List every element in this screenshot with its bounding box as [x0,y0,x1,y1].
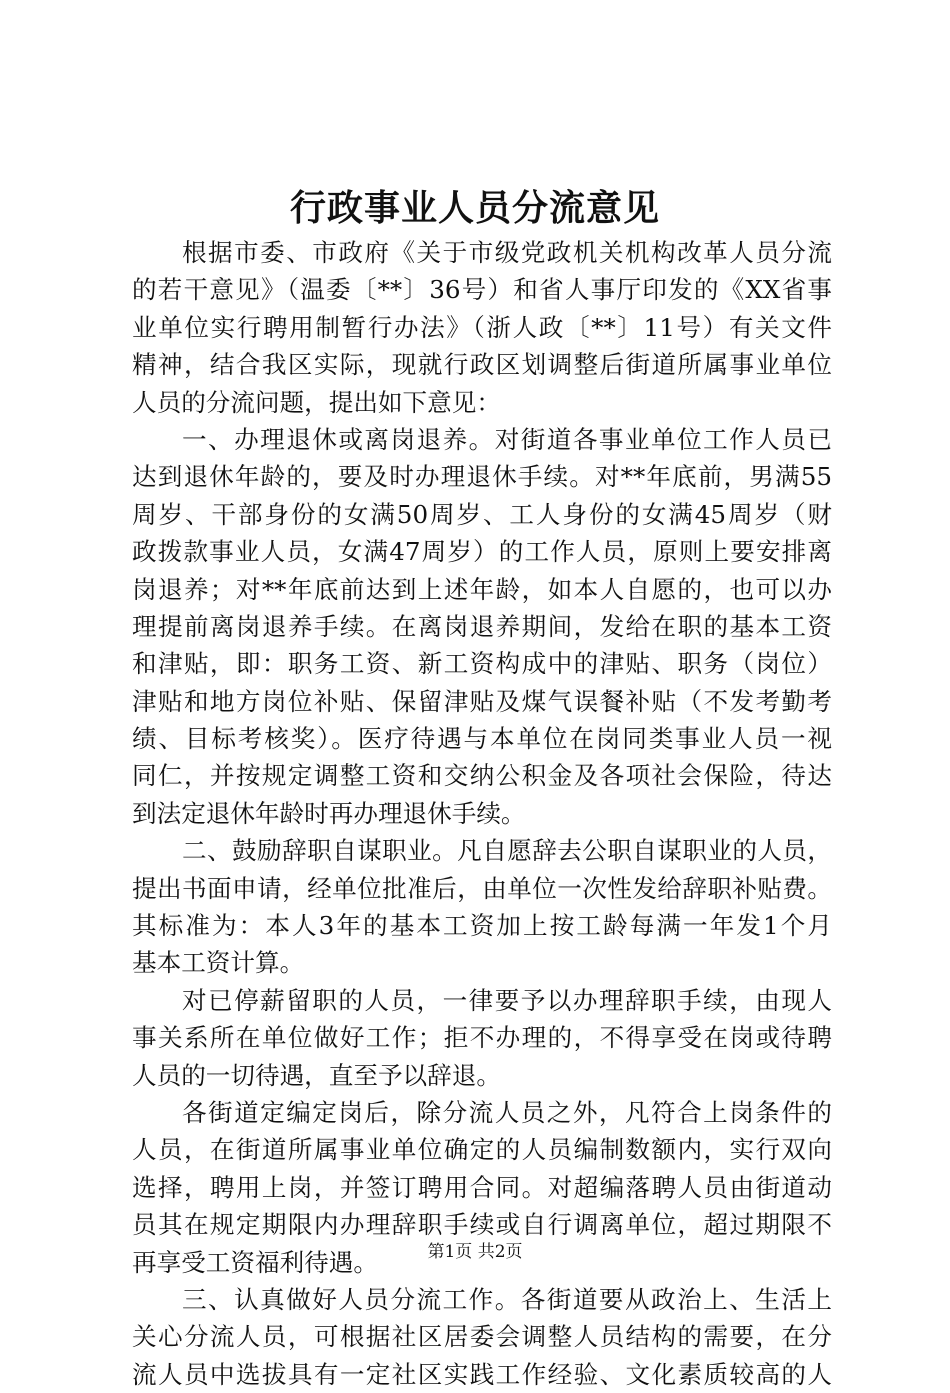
text-line: 选择，聘用上岗，并签订聘用合同。对超编落聘人员由街道动 [132,1172,832,1202]
text-line: 周岁、干部身份的女满50周岁、工人身份的女满45周岁（财 [132,499,832,529]
text-line: 业单位实行聘用制暂行办法》（浙人政〔**〕11号）有关文件 [132,312,832,342]
text-line: 基本工资计算。 [132,948,305,978]
text-line: 流人员中选拔具有一定社区实践工作经验、文化素质较高的人 [132,1359,832,1389]
text-line: 各街道定编定岗后，除分流人员之外，凡符合上岗条件的 [182,1097,832,1127]
text-line: 人员的一切待遇，直至予以辞退。 [132,1060,501,1090]
text-line: 到法定退休年龄时再办理退休手续。 [132,798,526,828]
document-title: 行政事业人员分流意见 [289,187,660,229]
text-line: 三、认真做好人员分流工作。各街道要从政治上、生活上 [182,1284,832,1314]
text-line: 绩、目标考核奖）。医疗待遇与本单位在岗同类事业人员一视 [132,724,832,754]
text-line: 达到退休年龄的，要及时办理退休手续。对**年底前，男满55 [132,462,832,492]
text-line: 关心分流人员，可根据社区居委会调整人员结构的需要，在分 [132,1322,832,1352]
text-line: 人员的分流问题，提出如下意见： [132,387,501,417]
text-line: 理提前离岗退养手续。在离岗退养期间，发给在职的基本工资 [132,611,832,641]
text-line: 津贴和地方岗位补贴、保留津贴及煤气误餐补贴（不发考勤考 [132,686,832,716]
text-line: 和津贴，即：职务工资、新工资构成中的津贴、职务（岗位） [132,649,832,679]
text-line: 二、鼓励辞职自谋职业。凡自愿辞去公职自谋职业的人员， [182,836,832,866]
page-footer: 第1页 共2页 [427,1242,523,1262]
text-line: 一、办理退休或离岗退养。对街道各事业单位工作人员已 [182,424,832,454]
text-line: 精神，结合我区实际，现就行政区划调整后街道所属事业单位 [132,350,832,380]
text-line: 员其在规定期限内办理辞职手续或自行调离单位，超过期限不 [132,1210,832,1240]
text-line: 再享受工资福利待遇。 [132,1247,378,1277]
text-line: 提出书面申请，经单位批准后，由单位一次性发给辞职补贴费。 [132,873,832,903]
text-line: 事关系所在单位做好工作；拒不办理的，不得享受在岗或待聘 [132,1023,832,1053]
text-line: 的若干意见》（温委〔**〕36号）和省人事厅印发的《XX省事 [132,275,832,305]
text-line: 根据市委、市政府《关于市级党政机关机构改革人员分流 [182,238,832,267]
text-line: 其标准为：本人3年的基本工资加上按工龄每满一年发1个月 [132,911,832,941]
text-line: 同仁，并按规定调整工资和交纳公积金及各项社会保险，待达 [132,761,832,791]
text-line: 人员，在街道所属事业单位确定的人员编制数额内，实行双向 [132,1135,832,1165]
text-line: 岗退养；对**年底前达到上述年龄，如本人自愿的，也可以办 [132,574,832,604]
document-body [132,234,832,1393]
text-line: 对已停薪留职的人员，一律要予以办理辞职手续，由现人 [182,985,832,1015]
text-line: 政拨款事业人员，女满47周岁）的工作人员，原则上要安排离 [132,537,832,567]
